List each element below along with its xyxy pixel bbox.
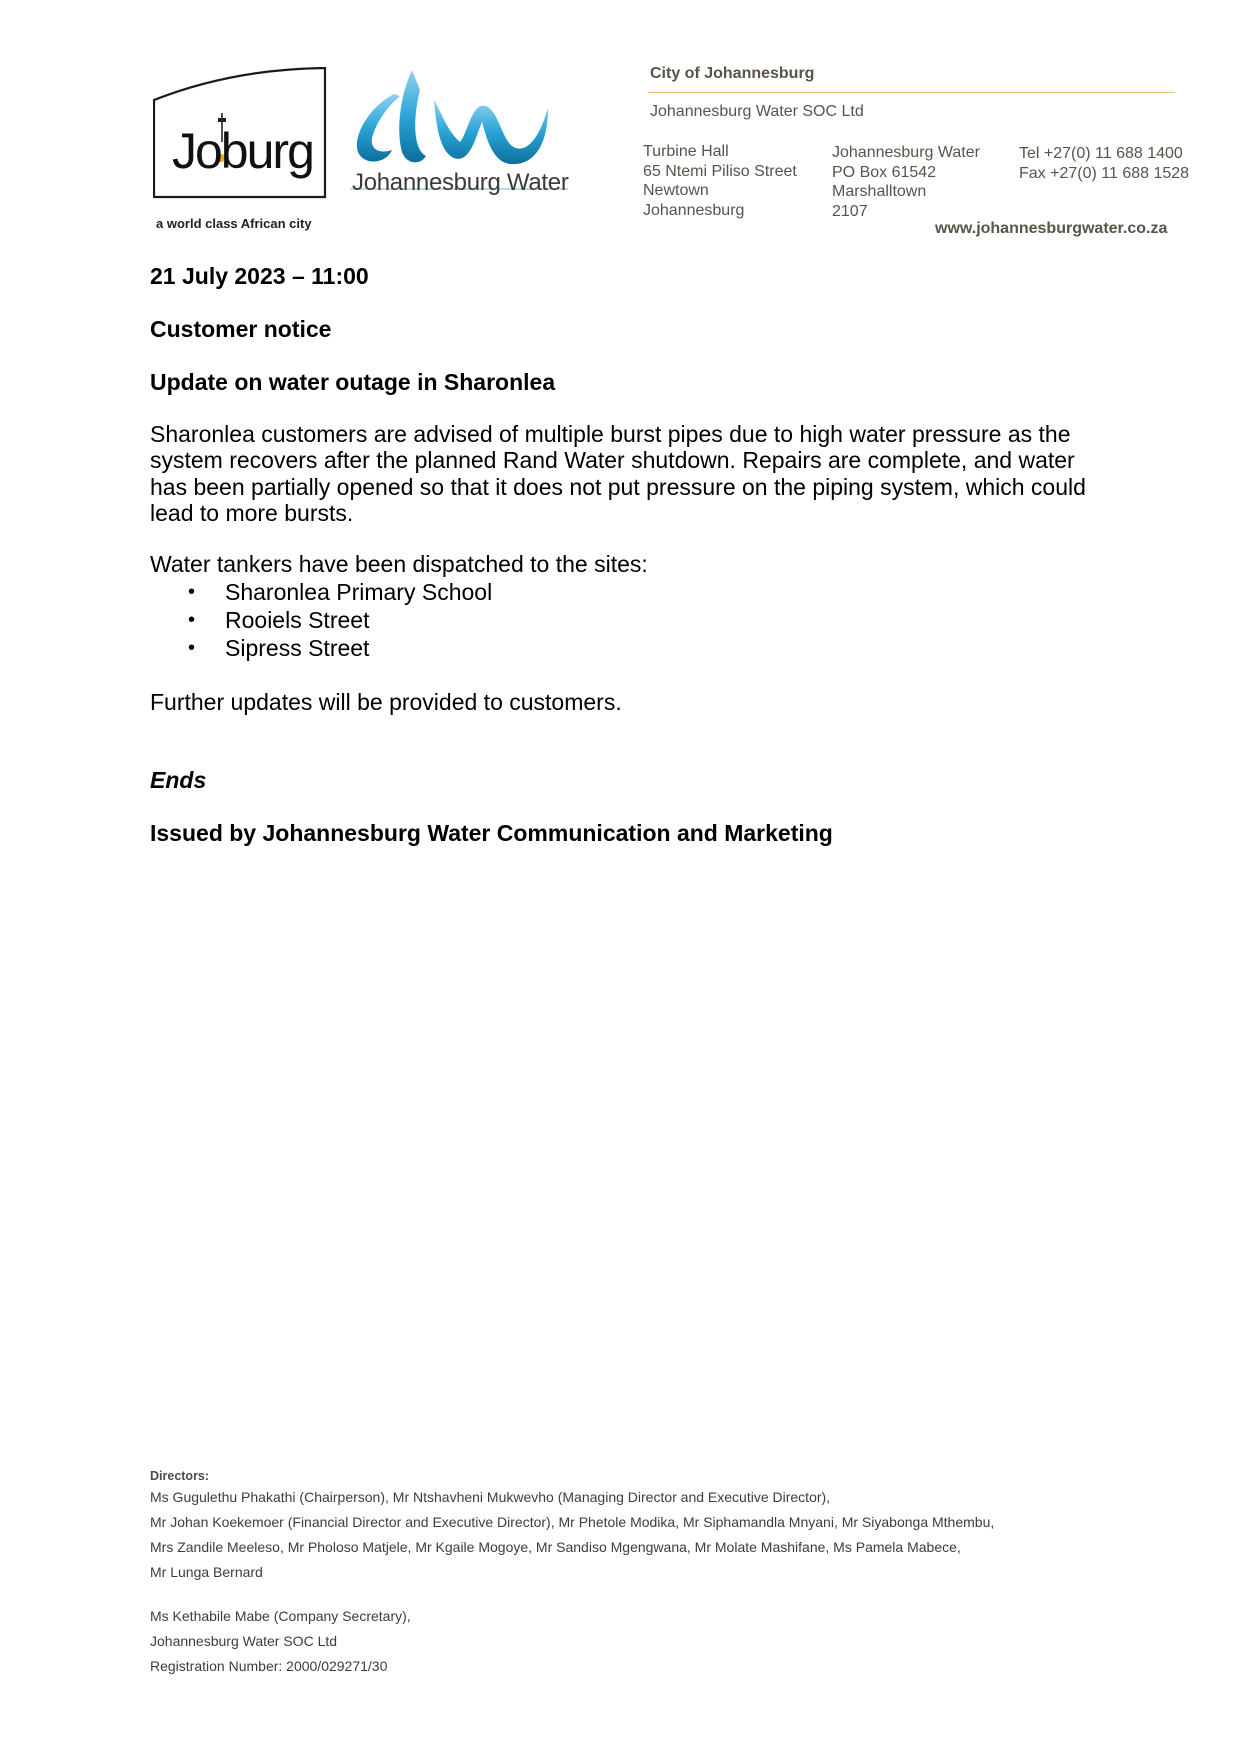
tanker-sites-list — [150, 578, 492, 662]
address-line: 65 Ntemi Piliso Street — [643, 162, 797, 180]
directors-list — [150, 1485, 994, 1585]
secretary-line: Ms Kethabile Mabe (Company Secretary), — [150, 1608, 411, 1624]
address-physical — [643, 142, 797, 220]
bullet-icon: • — [188, 609, 196, 631]
joburg-wordmark: Joburg — [172, 123, 313, 179]
notice-paragraph-2: Water tankers have been dispatched to the sites: — [150, 551, 648, 577]
address-line: Marshalltown — [832, 183, 927, 200]
bullet-icon: • — [188, 581, 196, 603]
website-link[interactable]: www.johannesburgwater.co.za — [935, 220, 1168, 237]
address-line: PO Box 61542 — [832, 163, 937, 181]
notice-ends: Ends — [150, 767, 207, 793]
tel-number: Tel +27(0) 11 688 1400 — [1019, 145, 1183, 162]
address-line: Turbine Hall — [643, 143, 729, 160]
secretary-line: Johannesburg Water SOC Ltd — [150, 1633, 338, 1649]
fax-number: Fax +27(0) 11 688 1528 — [1019, 164, 1190, 182]
notice-paragraph-1: Sharonlea customers are advised of multiple burst pipes due to high water pressure as the system recovers after the planned Rand Water shutdown. Repairs are complete, and water has been partially opened so that it does not put pressure on the piping system, which could lead to more bursts. — [150, 421, 1086, 526]
johannesburg-water-name: Johannesburg Water — [352, 169, 569, 196]
company-secretary-block — [150, 1604, 411, 1679]
directors-line: Mrs Zandile Meeleso, Mr Pholoso Matjele, Mr Kgaile Mogoye, Mr Sandiso Mgengwana, Mr Molate Mashifane, Ms Pamela Mabece, — [150, 1539, 961, 1555]
letterhead-city: City of Johannesburg — [650, 65, 815, 82]
site-name: Rooiels Street — [225, 607, 370, 633]
registration-number: Registration Number: 2000/029271/30 — [150, 1658, 388, 1674]
address-line: Johannesburg Water — [832, 144, 980, 161]
site-name: Sharonlea Primary School — [225, 579, 493, 605]
list-item — [150, 606, 492, 634]
bullet-icon: • — [188, 637, 196, 659]
address-line: Johannesburg — [643, 201, 745, 219]
site-name: Sipress Street — [225, 635, 370, 661]
joburg-tagline: a world class African city — [156, 216, 312, 231]
directors-line: Mr Johan Koekemoer (Financial Director and Executive Director), Mr Phetole Modika, Mr Siphamandla Mnyani, Mr Siyabonga Mthembu, — [150, 1514, 995, 1530]
contact-numbers — [1019, 144, 1189, 183]
notice-datetime: 21 July 2023 – 11:00 — [150, 263, 369, 289]
notice-paragraph-3: Further updates will be provided to customers. — [150, 689, 622, 715]
letterhead-rule — [648, 92, 1175, 93]
notice-headline: Update on water outage in Sharonlea — [150, 369, 556, 395]
address-line: 2107 — [832, 202, 868, 220]
list-item — [150, 634, 492, 662]
directors-line: Mr Lunga Bernard — [150, 1564, 263, 1580]
notice-issued-by: Issued by Johannesburg Water Communication and Marketing — [150, 820, 833, 846]
letterhead-company: Johannesburg Water SOC Ltd — [650, 103, 864, 120]
list-item — [150, 578, 492, 606]
address-line: Newtown — [643, 182, 709, 199]
directors-line: Ms Gugulethu Phakathi (Chairperson), Mr Ntshavheni Mukwevho (Managing Director and Executive Director), — [150, 1489, 831, 1505]
notice-type: Customer notice — [150, 316, 332, 342]
directors-label: Directors: — [150, 1469, 210, 1483]
address-postal — [832, 143, 980, 221]
